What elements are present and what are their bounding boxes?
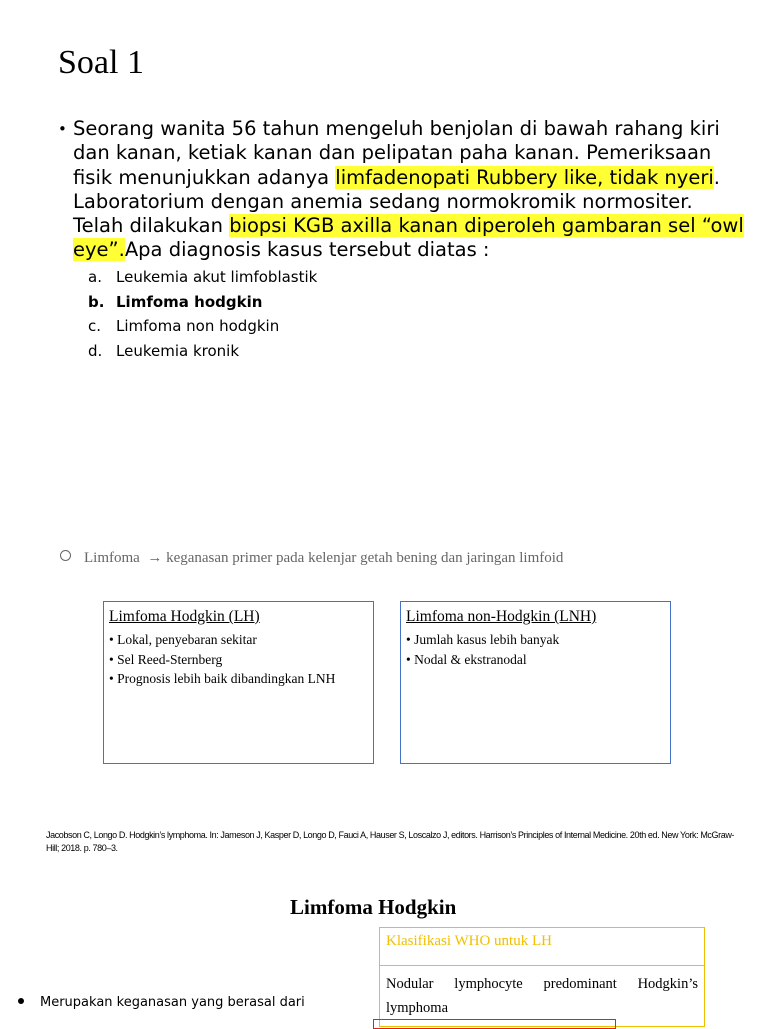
bullet-icon: • xyxy=(58,120,67,138)
circle-bullet-icon xyxy=(60,550,71,561)
option-b xyxy=(88,290,317,315)
box-item: • Lokal, penyebaran sekitar xyxy=(109,632,257,647)
option-text: Leukemia kronik xyxy=(116,341,240,360)
box-item: • Jumlah kasus lebih banyak xyxy=(406,632,560,647)
table-header: Klasifikasi WHO untuk LH xyxy=(380,928,704,966)
option-label: a. xyxy=(88,268,102,286)
section-title: Limfoma Hodgkin xyxy=(290,895,457,919)
arrow-icon: → xyxy=(147,550,163,566)
hodgkin-box xyxy=(103,601,374,764)
question-part2: . Laboratorium dengan anemia sedang normokromik normositer. Telah dilakukan xyxy=(73,165,720,238)
definition-text: keganasan primer pada kelenjar getah bening dan jaringan limfoid xyxy=(166,550,564,566)
non-hodgkin-box xyxy=(400,601,671,764)
option-text: Limfoma hodgkin xyxy=(116,292,263,311)
question-highlight-1: limfadenopati Rubbery like, tidak nyeri xyxy=(335,165,714,189)
question-text xyxy=(73,117,748,263)
who-classification-table xyxy=(379,927,705,1027)
option-label: b. xyxy=(88,292,105,311)
bullet-icon xyxy=(18,998,24,1004)
option-c xyxy=(88,314,317,339)
question-paragraph xyxy=(58,117,748,263)
lymphoma-definition xyxy=(60,550,563,567)
slide-title: Soal 1 xyxy=(58,44,144,81)
answer-options xyxy=(88,265,317,363)
question-part1: Seorang wanita 56 tahun mengeluh benjolan di bawah rahang kiri dan kanan, ketiak kanan dan pelipatan paha kanan. Pemeriksaan fisik menunjukkan adanya xyxy=(73,117,720,189)
red-highlight-box xyxy=(373,1019,616,1029)
option-a xyxy=(88,265,317,290)
option-text: Limfoma non hodgkin xyxy=(116,317,280,336)
question-highlight-2: biopsi KGB axilla kanan diperoleh gambaran sel “owl eye”. xyxy=(73,214,744,262)
option-label: c. xyxy=(88,317,102,336)
box-title: Limfoma Hodgkin (LH) xyxy=(109,608,260,625)
reference-citation: Jacobson C, Longo D. Hodgkin’s lymphoma. In: Jameson J, Kasper D, Longo D, Fauci A, Hauser S, Loscalzo J, editors. Harrison’s Principles of Internal Medicine. 20th ed. New York: McGraw-Hill; 2018. p. 780–3. xyxy=(46,830,735,853)
question-part3: Apa diagnosis kasus tersebut diatas : xyxy=(124,238,490,262)
table-row: Nodular lymphocyte predominant Hodgkin’s xyxy=(386,976,698,992)
option-d xyxy=(88,339,317,364)
box-title: Limfoma non-Hodgkin (LNH) xyxy=(406,608,597,625)
box-item: • Prognosis lebih baik dibandingkan LNH xyxy=(109,671,336,686)
bullet-text: Merupakan keganasan yang berasal dari xyxy=(40,995,305,1010)
box-item: • Sel Reed-Sternberg xyxy=(109,651,223,667)
box-item: • Nodal & ekstranodal xyxy=(406,651,527,667)
option-text: Leukemia akut limfoblastik xyxy=(116,268,318,286)
bottom-bullet-item xyxy=(18,995,305,1010)
option-label: d. xyxy=(88,341,103,360)
table-row-continued: lymphoma xyxy=(386,1000,449,1016)
definition-term: Limfoma xyxy=(84,550,140,566)
